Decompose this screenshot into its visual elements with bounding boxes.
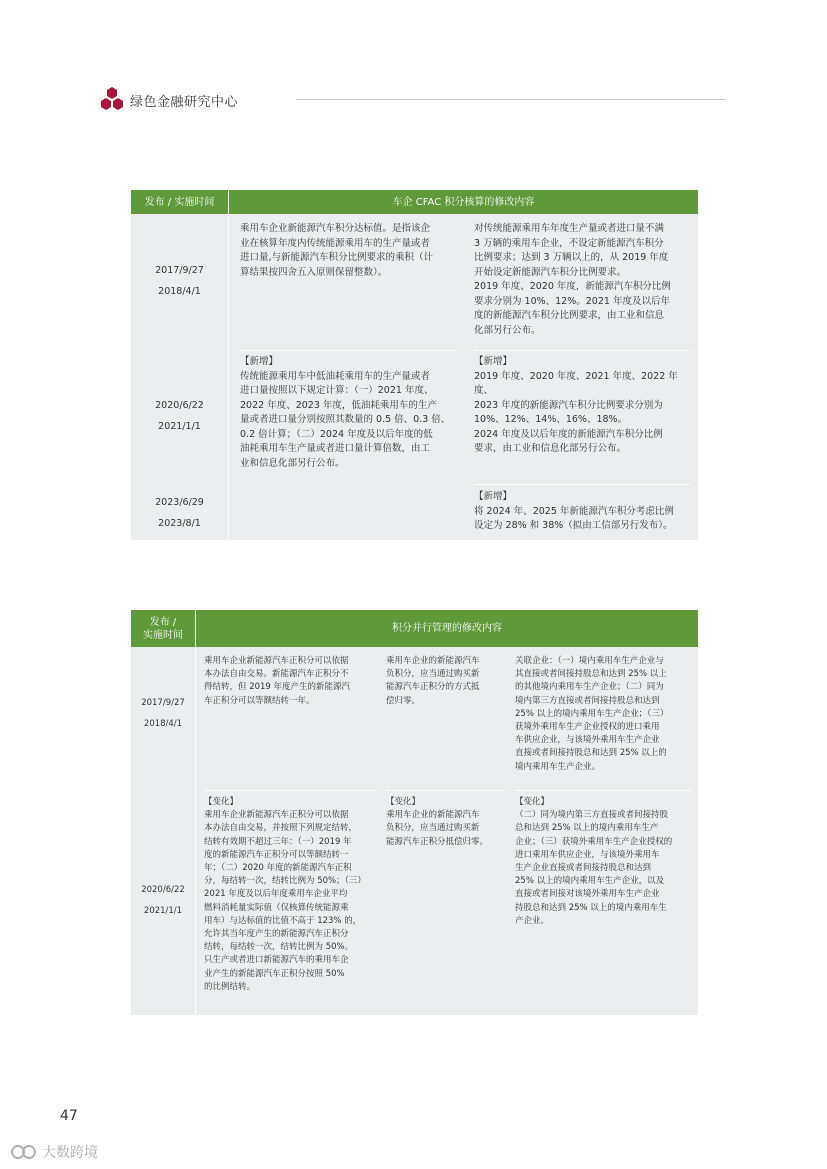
table2-row1-col2-rule [386, 790, 504, 791]
table2-row2-col2: 【变化】 乘用车企业的新能源汽车 负积分，应当通过购买新 能源汽车正积分抵偿归零。 [386, 797, 489, 847]
table1-row1-left-rule [240, 350, 456, 351]
table1-header-content: 车企 CFAC 积分核算的修改内容 [229, 190, 698, 214]
table2-row1-dates [131, 693, 195, 735]
watermark-logo-icon [10, 1143, 38, 1161]
hexagon-logo-icon [100, 86, 124, 112]
table2-row1-col1-rule [204, 790, 376, 791]
table1-row3-publish-date: 2023/6/29 [155, 497, 204, 508]
table1-row2-right-rule [474, 484, 690, 485]
page-number: 47 [60, 1108, 78, 1124]
table1-row2-left: 【新增】 传统能源乘用车中低油耗乘用车的生产量或者 进口量按照以下规定计算：（一）2021 年度、 2022 年度、2023 年度，低油耗乘用车的生产 量或者进口量分别按照其数量的 0.5 倍、0.3 倍、 0.2 倍计算；（二）2024 年度及以后年度的低 油耗乘用车生产量或者进口量计算倍数，由工 业和信息化部另行公布。 [240, 356, 451, 469]
header-rule [296, 99, 726, 100]
table1-row3-right: 【新增】 将 2024 年、2025 年新能源汽车积分考虑比例 设定为 28% 和 38%（拟由工信部另行发布）。 [474, 491, 674, 531]
table2-row2-col1: 【变化】 乘用车企业新能源汽车正积分可以依据 本办法自由交易，并按照下列规定结转， 结转有效期不超过三年：（一）2019 年 度的新能源汽车正积分可以等额结转一 年；（二）2020 年度的新能源汽车正积 分，每结转一次，结转比例为 50%；（三） 2021 年度及以后年度乘用车企业平均 燃料消耗量实际值（仅核算传统能源乘 用车）与达标值的比值不高于 123% 的， 允许其当年度产生的新能源汽车正积分 结转，每结转一次，结转比例为 50%。 只生产或者进口新能源汽车的乘用车企 业产生的新能源汽车正积分按照 50% 的比例结转。 [204, 797, 366, 992]
table2-row2-dates [131, 880, 195, 922]
table1-row2-publish-date: 2020/6/22 [155, 400, 204, 411]
table1-row2-effective-date: 2021/1/1 [158, 421, 201, 432]
table2-header-content: 积分并行管理的修改内容 [196, 610, 698, 647]
table2-row1-effective-date: 2018/4/1 [143, 719, 183, 729]
table1-row1-right: 对传统能源乘用车年度生产量或者进口量不满 3 万辆的乘用车企业，不设定新能源汽车积分 比例要求；达到 3 万辆以上的，从 2019 年度 开始设定新能源汽车积分比例要求。 2019 年度、2020 年度，新能源汽车积分比例 要求分别为 10%、12%。2021 年度及以后年 度的新能源汽车积分比例要求，由工业和信息 化部另行公布。 [474, 223, 671, 336]
table2-col-divider [195, 647, 196, 1015]
table2-row1-publish-date: 2017/9/27 [141, 698, 185, 708]
table2-row1-col3: 关联企业：（一）境内乘用车生产企业与 其直接或者间接持股总和达到 25% 以上 的其他境内乘用车生产企业；（二）同为 境内第三方直接或者间接持股总和达到 25% 以上的境内乘用车生产企业；（三） 获境外乘用车生产企业授权的进口乘用 车供应企业，与该境外乘用车生产企业 直接或者间接持股总和达到 25% 以上的 境内乘用车生产企业。 [515, 656, 669, 772]
table2-row1-col2: 乘用车企业的新能源汽车 负积分，应当通过购买新 能源汽车正积分的方式抵 偿归零。 [386, 656, 480, 706]
table1-row1-right-rule [474, 350, 690, 351]
table1-row1-publish-date: 2017/9/27 [155, 265, 204, 276]
table2-row1-col3-rule [515, 790, 691, 791]
table2-row2-publish-date: 2020/6/22 [141, 885, 185, 895]
table2-row2-col3: 【变化】 （二）同为境内第三方直接或者间接持股 总和达到 25% 以上的境内乘用车生产 企业；（三）获境外乘用车生产企业授权的 进口乘用车供应企业，与该境外乘用车 生产企业直接或者间接持股总和达到 25% 以上的境内乘用车生产企业，以及 直接或者间接对该境外乘用车生产企业 持股总和达到 25% 以上的境内乘用车生 产企业。 [515, 797, 673, 926]
watermark [10, 1142, 98, 1162]
table1-row1-dates [131, 260, 228, 302]
table2-row1-col1: 乘用车企业新能源汽车正积分可以依据 本办法自由交易。新能源汽车正积分不 得结转，但 2019 年度产生的新能源汽 车正积分可以等额结转一年。 [204, 656, 351, 706]
table2-row2-effective-date: 2021/1/1 [143, 906, 183, 916]
table1-col-divider [228, 214, 229, 540]
watermark-text: 大数跨境 [42, 1145, 98, 1161]
parallel-credit-table [131, 610, 698, 1015]
table1-row1-left: 乘用车企业新能源汽车积分达标值。是指该企 业在核算年度内传统能源乘用车的生产量或者 进口量,与新能源汽车积分比例要求的乘积（计 算结果按四舍五入原则保留整数）。 [240, 223, 434, 278]
table1-row3-dates [131, 492, 228, 534]
table1-header-date: 发布 / 实施时间 [131, 190, 228, 214]
table1-row1-effective-date: 2018/4/1 [158, 286, 201, 297]
cfac-credit-table [131, 190, 698, 540]
org-name: 绿色金融研究中心 [130, 95, 239, 110]
table1-row2-right: 【新增】 2019 年度、2020 年度、2021 年度、2022 年度、 2023 年度的新能源汽车积分比例要求分别为 10%、12%、14%、16%、18%。 2024 年度及以后年度的新能源汽车积分比例 要求，由工业和信息化部另行公布。 [474, 356, 678, 454]
table1-row3-effective-date: 2023/8/1 [158, 518, 201, 529]
table1-row2-dates [131, 395, 228, 437]
table2-header-date: 发布 / 实施时间 [131, 610, 195, 647]
page-header [100, 86, 726, 114]
